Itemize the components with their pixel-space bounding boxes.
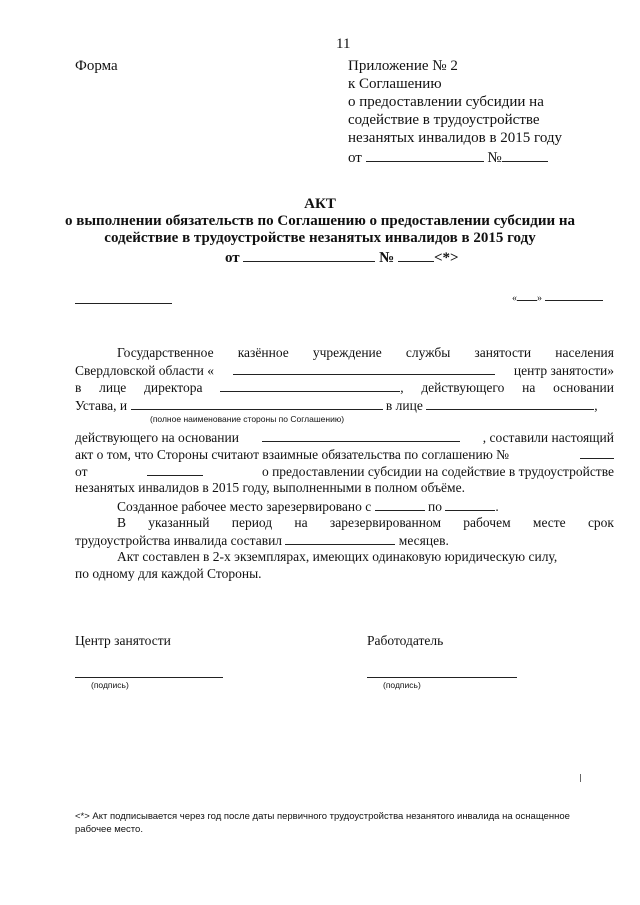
comma: , (594, 398, 598, 413)
director-name-field[interactable] (220, 378, 400, 392)
body-text: Свердловской области « (75, 363, 214, 378)
from-label: от (348, 150, 362, 166)
blank-field[interactable] (366, 148, 484, 162)
field-caption: (полное наименование стороны по Соглашению) (150, 414, 345, 424)
body-text: Созданное рабочее место зарезервировано с (117, 499, 372, 514)
word: Государственное (117, 345, 214, 360)
word: на (522, 380, 536, 395)
signature-caption: (подпись) (91, 680, 129, 690)
employer-signature-line[interactable] (367, 677, 517, 678)
body-line (75, 396, 598, 414)
body-line (75, 428, 614, 446)
agreement-number-field[interactable] (580, 445, 614, 459)
act-date-line (225, 248, 459, 267)
body-text: действующего на основании (75, 430, 239, 445)
appendix-line: содействие в трудоустройстве (348, 112, 540, 128)
from-label: от (225, 250, 240, 266)
blank-field[interactable] (398, 248, 434, 262)
months-field[interactable] (285, 531, 395, 545)
footnote-line: рабочее место. (75, 824, 143, 835)
blank-field[interactable] (517, 292, 537, 301)
employment-center-signature-line[interactable] (75, 677, 223, 678)
party-name-field[interactable] (131, 396, 383, 410)
body-line (75, 361, 614, 379)
body-text: от (75, 464, 88, 479)
blank-field[interactable] (243, 248, 375, 262)
quote-close: » (537, 293, 542, 304)
body-text: в лице (385, 398, 423, 413)
page-number: 11 (336, 36, 351, 52)
body-text: акт о том, что Стороны считают взаимные обязательства по соглашению № (75, 447, 510, 462)
act-subtitle: содействие в трудоустройстве незанятых инвалидов в 2015 году (104, 230, 536, 246)
number-label: № (487, 150, 502, 166)
body-text: трудоустройства инвалида составил (75, 533, 283, 548)
body-line (75, 378, 614, 396)
word: казённое (237, 345, 289, 360)
body-text: Устава, и (75, 398, 128, 413)
quote-open: « (512, 293, 517, 304)
body-line (75, 445, 614, 463)
word: службы (405, 345, 451, 360)
footnote-mark: <*> (434, 250, 459, 266)
word: действующего (421, 380, 505, 395)
representative-field[interactable] (426, 396, 594, 410)
body-text: месяцев. (398, 533, 449, 548)
body-line: Акт составлен в 2-х экземплярах, имеющих одинаковую юридическую силу, (117, 549, 558, 564)
blank-field[interactable] (502, 148, 548, 162)
body-text: по (428, 499, 442, 514)
reserve-to-field[interactable] (445, 497, 495, 511)
form-label: Форма (75, 58, 118, 74)
footnote-line: <*> Акт подписывается через год после даты первичного трудоустройства незанятого инвалида на оснащенное (75, 811, 570, 822)
act-subtitle: о выполнении обязательств по Соглашению о предоставлении субсидии на (64, 213, 575, 229)
body-text: о предоставлении субсидии на содействие в трудоустройстве (261, 464, 614, 479)
body-line (117, 497, 499, 515)
body-line (75, 531, 449, 549)
blank-field[interactable] (545, 292, 603, 301)
place-blank[interactable] (75, 303, 172, 304)
employment-center-label: Центр занятости (75, 633, 171, 648)
appendix-line: незанятых инвалидов в 2015 году (348, 130, 563, 146)
employer-label: Работодатель (367, 633, 444, 648)
date-blank (512, 292, 603, 305)
body-text: , составили настоящий (482, 430, 614, 445)
period: . (495, 499, 499, 514)
appendix-line: Приложение № 2 (348, 58, 458, 74)
basis-field[interactable] (262, 428, 460, 442)
word: занятости (474, 345, 532, 360)
body-line: В указанный период на зарезервированном рабочем месте срок (117, 515, 614, 530)
appendix-line: о предоставлении субсидии на (348, 94, 544, 110)
word: учреждение (312, 345, 382, 360)
body-line (75, 462, 614, 480)
scan-mark (580, 774, 581, 782)
appendix-line: к Соглашению (348, 76, 442, 92)
word: директора (144, 380, 203, 395)
word: в (75, 380, 82, 395)
reserve-from-field[interactable] (375, 497, 425, 511)
signature-caption: (подпись) (383, 680, 421, 690)
appendix-date-line (348, 148, 548, 167)
word: лице (99, 380, 127, 395)
organization-name-field[interactable] (233, 361, 495, 375)
comma: , (400, 380, 404, 395)
act-title: АКТ (304, 196, 336, 212)
word: населения (555, 345, 614, 360)
word: основании (553, 380, 614, 395)
body-line (117, 344, 614, 361)
body-line: по одному для каждой Стороны. (75, 566, 262, 581)
body-text: центр занятости» (513, 363, 614, 378)
agreement-date-field[interactable] (147, 462, 203, 476)
number-label: № (379, 250, 395, 266)
body-line: незанятых инвалидов в 2015 году, выполненными в полном объёме. (75, 480, 465, 495)
